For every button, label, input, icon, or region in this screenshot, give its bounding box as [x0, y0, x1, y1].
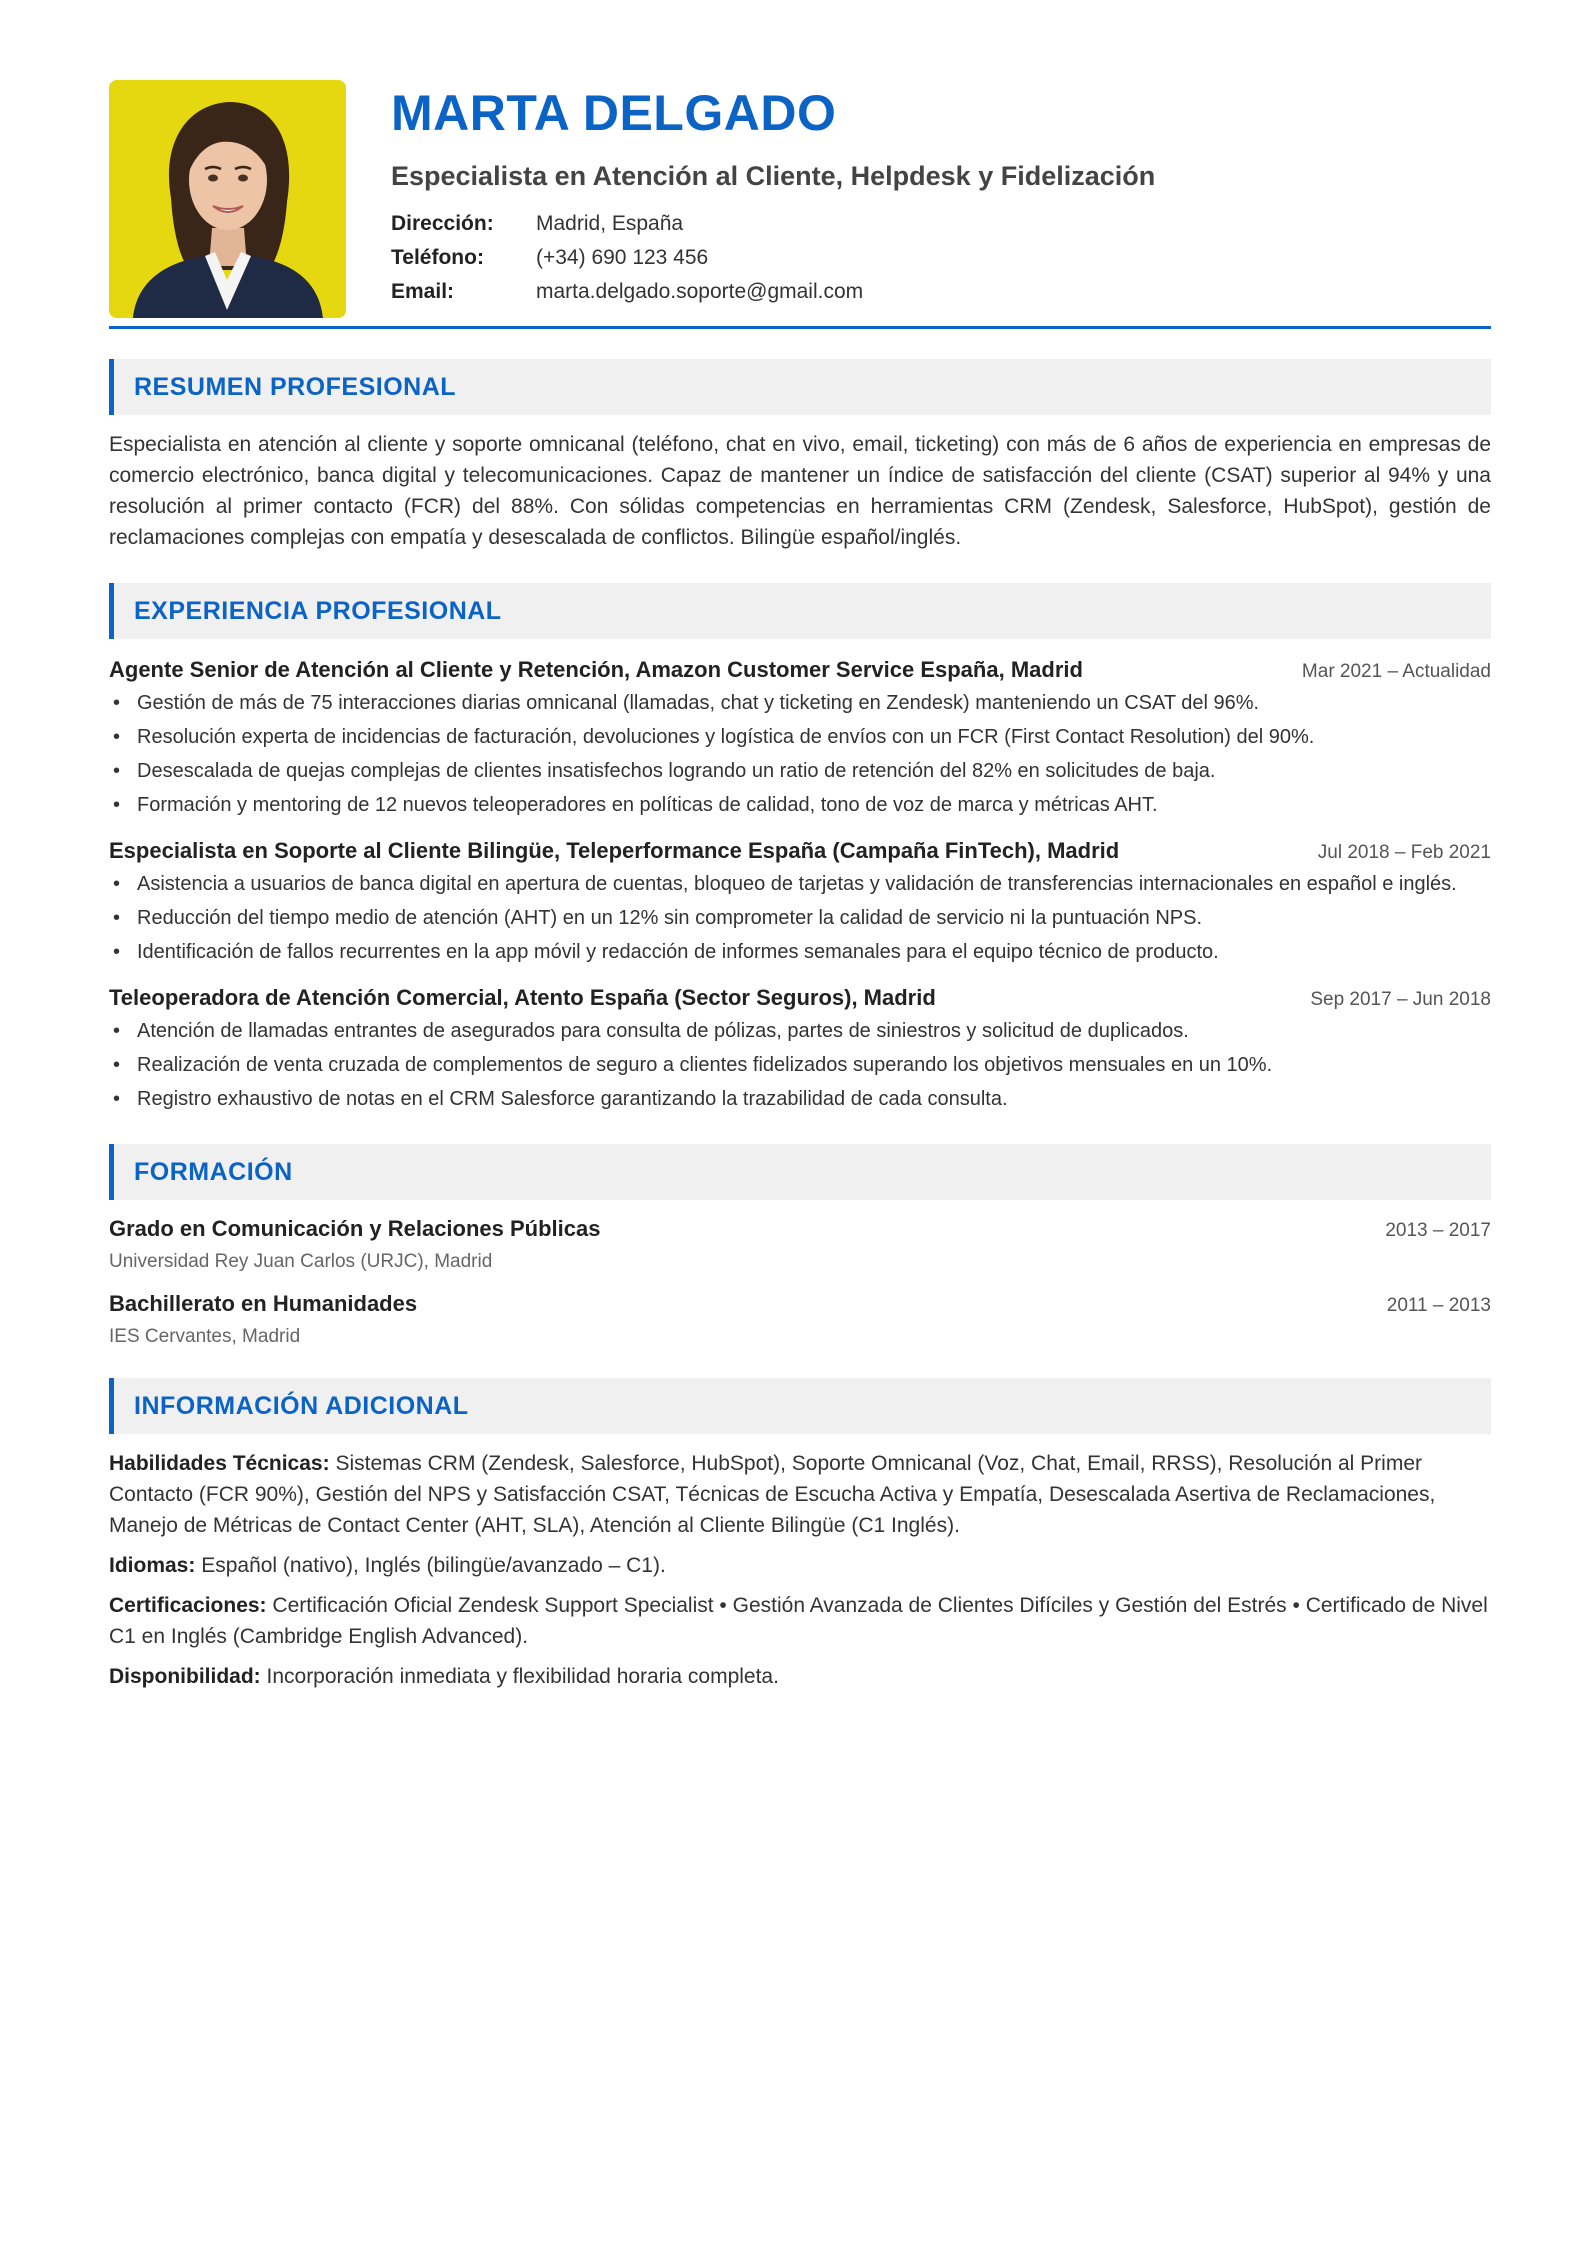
candidate-subtitle: Especialista en Atención al Cliente, Helpdesk y Fidelización: [391, 161, 1156, 191]
bullet-text: Formación y mentoring de 12 nuevos teleoperadores en políticas de calidad, tono de voz de marca y métricas AHT.: [137, 794, 1158, 816]
school-name: IES Cervantes, Madrid: [109, 1326, 301, 1347]
contact-value: marta.delgado.soporte@gmail.com: [536, 280, 864, 304]
bullet-text: Atención de llamadas entrantes de asegurados para consulta de pólizas, partes de siniestros y solicitud de duplicados.: [137, 1020, 1189, 1042]
contact-address: [391, 207, 1491, 241]
list-item: [109, 723, 1491, 752]
section-title: RESUMEN PROFESIONAL: [109, 359, 1491, 415]
person-portrait-icon: [109, 80, 346, 318]
info-label: Certificaciones:: [109, 1594, 267, 1617]
job-date: Sep 2017 – Jun 2018: [1310, 989, 1491, 1010]
job-header: [109, 838, 1491, 864]
bullet-icon: •: [113, 907, 121, 929]
info-label: Idiomas:: [109, 1554, 196, 1577]
job-title: Teleoperadora de Atención Comercial, Atento España (Sector Seguros), Madrid: [109, 985, 936, 1010]
job-bullets: [109, 870, 1491, 967]
profile-photo: [109, 80, 346, 318]
additional-info: [109, 1448, 1491, 1692]
info-text: Incorporación inmediata y flexibilidad horaria completa.: [266, 1665, 779, 1688]
bullet-text: Registro exhaustivo de notas en el CRM Salesforce garantizando la trazabilidad de cada consulta.: [137, 1088, 1008, 1110]
job-bullets: [109, 689, 1491, 820]
contact-label: Dirección:: [391, 212, 494, 236]
education-entry: [109, 1216, 1491, 1273]
education-header: [109, 1291, 1491, 1317]
education-header: [109, 1216, 1491, 1242]
education-date: 2013 – 2017: [1385, 1220, 1491, 1241]
contact-value: Madrid, España: [536, 212, 684, 236]
info-availability: [109, 1661, 1491, 1692]
list-item: [109, 1017, 1491, 1046]
job-entry: [109, 657, 1491, 820]
list-item: [109, 689, 1491, 718]
bullet-text: Resolución experta de incidencias de facturación, devoluciones y logística de envíos con un FCR (First Contact Resolution) del 90%.: [137, 726, 1315, 748]
job-date: Mar 2021 – Actualidad: [1301, 661, 1491, 682]
header-text: [391, 80, 1491, 309]
bullet-text: Desescalada de quejas complejas de clientes insatisfechos logrando un ratio de retención del 82% en solicitudes de baja.: [137, 760, 1216, 782]
info-text: Certificación Oficial Zendesk Support Specialist • Gestión Avanzada de Clientes Difíciles y Gestión del Estrés • Certificado de Nivel C1 en Inglés (Cambridge English Advanced).: [109, 1594, 1488, 1648]
bullet-icon: •: [113, 760, 121, 782]
bullet-icon: •: [113, 1020, 121, 1042]
contact-email: [391, 275, 1491, 309]
info-label: Habilidades Técnicas:: [109, 1452, 330, 1475]
contact-list: [391, 207, 1491, 309]
section-title: EXPERIENCIA PROFESIONAL: [109, 583, 1491, 639]
list-item: [109, 1051, 1491, 1080]
job-header: [109, 657, 1491, 683]
summary-text: Especialista en atención al cliente y soporte omnicanal (teléfono, chat en vivo, email, ticketing) con más de 6 años de experiencia en empresas de comercio electrónico, banca digital y telecomunicaciones. Capaz de mantener un índice de satisfacción del cliente (CSAT) superior al 94% y una resolución al primer contacto (FCR) del 88%. Con sólidas competencias en herramientas CRM (Zendesk, Salesforce, HubSpot), gestión de reclamaciones complejas con empatía y desescalada de conflictos. Bilingüe español/inglés.: [109, 433, 1491, 549]
degree-title: Grado en Comunicación y Relaciones Públicas: [109, 1216, 601, 1241]
school-name: Universidad Rey Juan Carlos (URJC), Madrid: [109, 1251, 493, 1272]
section-title: INFORMACIÓN ADICIONAL: [109, 1378, 1491, 1434]
bullet-icon: •: [113, 1054, 121, 1076]
contact-phone: [391, 241, 1491, 275]
list-item: [109, 938, 1491, 967]
bullet-icon: •: [113, 873, 121, 895]
list-item: [109, 904, 1491, 933]
job-title: Especialista en Soporte al Cliente Bilingüe, Teleperformance España (Campaña FinTech), Madrid: [109, 838, 1120, 863]
job-date: Jul 2018 – Feb 2021: [1317, 842, 1491, 863]
job-title: Agente Senior de Atención al Cliente y Retención, Amazon Customer Service España, Madrid: [109, 657, 1083, 682]
info-skills: [109, 1448, 1491, 1541]
bullet-icon: •: [113, 794, 121, 816]
resume-header: [109, 80, 1491, 320]
contact-label: Teléfono:: [391, 246, 484, 270]
list-item: [109, 1085, 1491, 1114]
bullet-icon: •: [113, 941, 121, 963]
list-item: [109, 757, 1491, 786]
info-certifications: [109, 1590, 1491, 1652]
degree-title: Bachillerato en Humanidades: [109, 1291, 418, 1316]
bullet-text: Realización de venta cruzada de complementos de seguro a clientes fidelizados superando los objetivos mensuales en un 10%.: [137, 1054, 1273, 1076]
list-item: [109, 870, 1491, 899]
bullet-text: Gestión de más de 75 interacciones diarias omnicanal (llamadas, chat y ticketing en Zendesk) manteniendo un CSAT del 96%.: [137, 692, 1260, 714]
contact-value: (+34) 690 123 456: [536, 246, 709, 270]
job-bullets: [109, 1017, 1491, 1114]
job-header: [109, 985, 1491, 1011]
bullet-text: Reducción del tiempo medio de atención (AHT) en un 12% sin comprometer la calidad de servicio ni la puntuación NPS.: [137, 907, 1203, 929]
experience-section: [109, 583, 1491, 1114]
candidate-name: MARTA DELGADO: [391, 85, 837, 141]
header-divider: [109, 326, 1491, 329]
bullet-icon: •: [113, 726, 121, 748]
bullet-text: Identificación de fallos recurrentes en la app móvil y redacción de informes semanales para el equipo técnico de producto.: [137, 941, 1219, 963]
job-entry: [109, 985, 1491, 1114]
bullet-icon: •: [113, 692, 121, 714]
resume-page: [109, 80, 1491, 1701]
info-label: Disponibilidad:: [109, 1665, 261, 1688]
education-entry: [109, 1291, 1491, 1348]
job-entry: [109, 838, 1491, 967]
education-date: 2011 – 2013: [1386, 1295, 1491, 1316]
summary-section: [109, 359, 1491, 553]
section-title: FORMACIÓN: [109, 1144, 1491, 1200]
info-languages: [109, 1550, 1491, 1581]
bullet-icon: •: [113, 1088, 121, 1110]
info-text: Español (nativo), Inglés (bilingüe/avanzado – C1).: [201, 1554, 666, 1577]
education-section: [109, 1144, 1491, 1348]
info-text: Sistemas CRM (Zendesk, Salesforce, HubSpot), Soporte Omnicanal (Voz, Chat, Email, RRSS), Resolución al Primer Contacto (FCR 90%), Gestión del NPS y Satisfacción CSAT, Técnicas de Escucha Activa y Empatía, Desescalada Asertiva de Reclamaciones, Manejo de Métricas de Contact Center (AHT, SLA), Atención al Cliente Bilingüe (C1 Inglés).: [109, 1452, 1436, 1537]
contact-label: Email:: [391, 280, 455, 304]
additional-section: [109, 1378, 1491, 1692]
bullet-text: Asistencia a usuarios de banca digital en apertura de cuentas, bloqueo de tarjetas y validación de transferencias internacionales en español e inglés.: [137, 873, 1457, 895]
list-item: [109, 791, 1491, 820]
